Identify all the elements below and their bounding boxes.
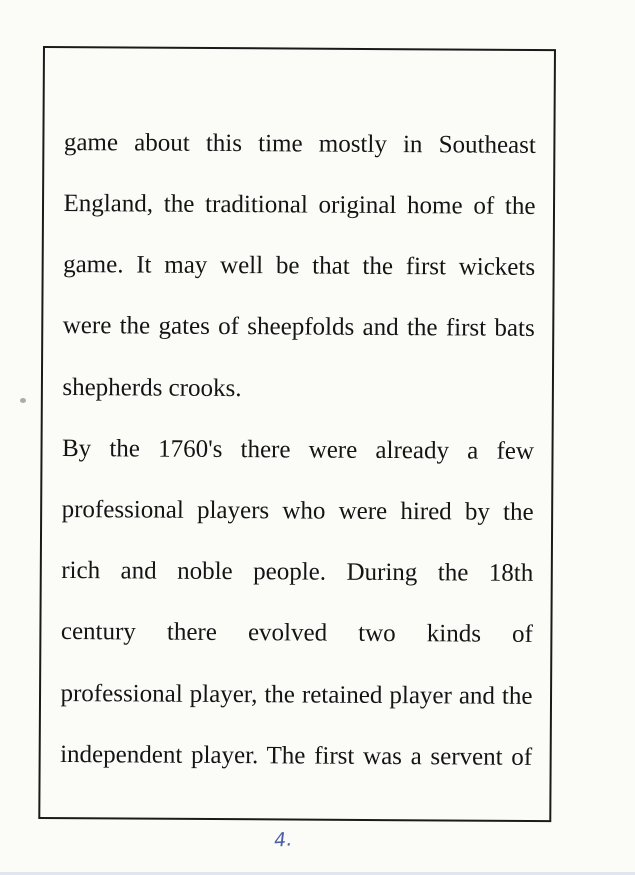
text-line: rich and noble people. During the 18th <box>61 556 534 587</box>
text-line: professional players who were hired by the <box>61 495 534 526</box>
text-line: independent player. The first was a servent of <box>60 740 533 771</box>
scan-speck <box>20 398 26 403</box>
text-line: shepherds crooks. <box>62 373 242 403</box>
text-line: game about this time mostly in Southeast <box>63 128 536 159</box>
text-line: game. It may well be that the first wickets <box>63 250 536 281</box>
text-line: professional player, the retained player and the <box>60 679 533 710</box>
page-number: 4. <box>273 828 293 852</box>
text-line: By the 1760's there were already a few <box>61 434 535 465</box>
text-line: were the gates of sheepfolds and the first bats <box>62 311 535 342</box>
text-line: century there evolved two kinds of <box>60 617 533 648</box>
text-line: England, the traditional original home of the <box>63 189 536 220</box>
